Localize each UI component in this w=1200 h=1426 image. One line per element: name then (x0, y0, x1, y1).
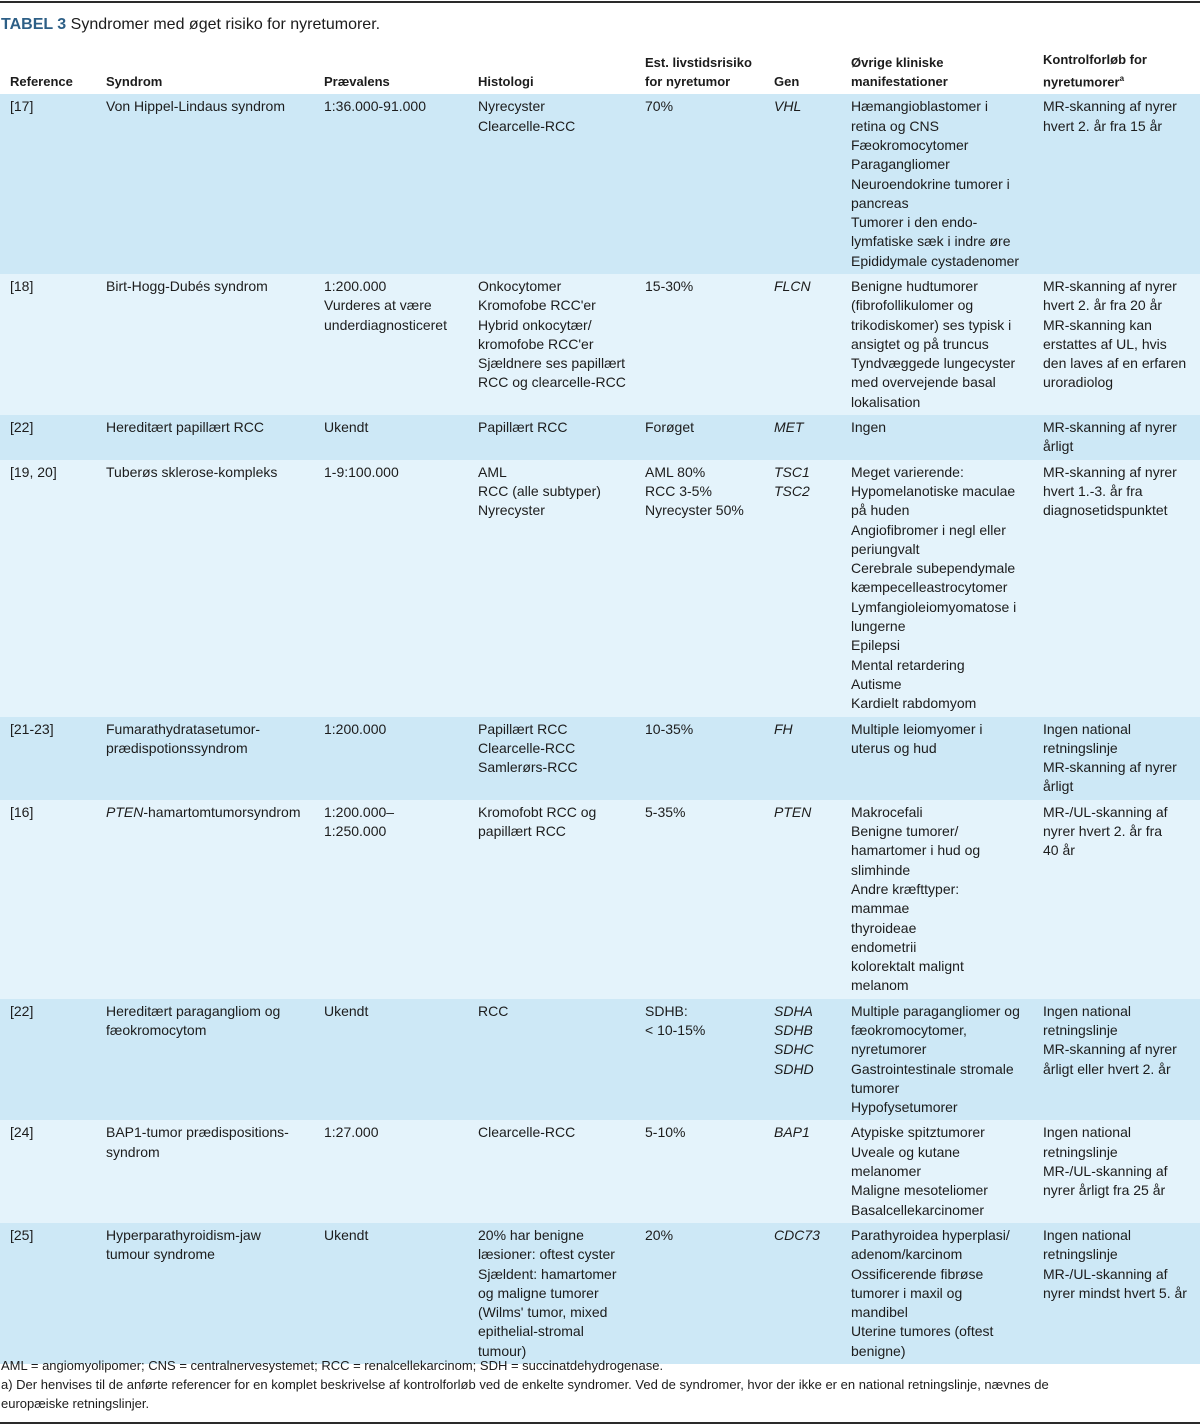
cell-reference: [17] (0, 94, 96, 274)
cell-followup-line: MR-/UL-skanning af (1043, 1265, 1168, 1282)
cell-prevalence-line: Vurderes at være (324, 297, 432, 314)
cell-manifestations-line: fæokromocytomer, (851, 1021, 967, 1038)
cell-risk-line: Nyrecyster 50% (645, 502, 744, 519)
cell-manifestations-line: Maligne mesoteliomer (851, 1182, 988, 1199)
cell-followup (1033, 274, 1200, 415)
cell-syndrome (96, 94, 314, 274)
cell-risk-line: RCC 3-5% (645, 482, 712, 499)
cell-syndrome (96, 717, 314, 800)
cell-manifestations-line: tumorer i maxil og (851, 1284, 963, 1301)
cell-prevalence-line: 1:200.000 (324, 278, 387, 294)
cell-manifestations-line: uterus og hud (851, 739, 937, 756)
cell-risk (635, 94, 764, 274)
cell-syndrome-line: Von Hippel-Lindaus syndrom (106, 98, 285, 115)
cell-gene-line: SDHB (774, 1021, 813, 1038)
cell-histology (468, 415, 635, 460)
cell-prevalence (314, 415, 468, 460)
cell-histology (468, 800, 635, 999)
cell-gene (764, 415, 841, 460)
header-reference: Reference (10, 74, 73, 90)
cell-prevalence (314, 460, 468, 717)
cell-risk (635, 1223, 764, 1364)
cell-histology-line: Kromofobt RCC og (478, 803, 597, 820)
cell-manifestations-line: mandibel (851, 1304, 908, 1321)
cell-manifestations (841, 274, 1033, 415)
cell-followup-line: MR-skanning af nyrer (1043, 759, 1177, 776)
cell-followup-line: nyrer årligt fra 25 år (1043, 1182, 1166, 1199)
cell-syndrome-line: syndrom (106, 1143, 160, 1160)
footnotes (1, 1356, 1191, 1413)
cell-histology-line: Clearcelle-RCC (478, 739, 576, 756)
table-row (0, 94, 1200, 274)
footnote-marker: a (1119, 74, 1125, 83)
cell-histology-line: epithelial-stromal (478, 1323, 584, 1340)
cell-histology (468, 94, 635, 274)
cell-manifestations-line: Cerebrale subependymale (851, 560, 1016, 577)
cell-syndrome-line: Fumarathydratasetumor- (106, 720, 261, 737)
cell-risk-line: 15-30% (645, 278, 694, 294)
cell-risk (635, 800, 764, 999)
cell-manifestations-line: periungvalt (851, 540, 920, 557)
table-row (0, 1120, 1200, 1222)
cell-manifestations-line: Epididymale cystadenomer (851, 252, 1020, 269)
cell-manifestations-line: Mental retardering (851, 656, 965, 673)
cell-prevalence (314, 94, 468, 274)
header-histology: Histologi (478, 74, 534, 90)
cell-followup-line: årligt eller hvert 2. år (1043, 1060, 1171, 1077)
footnote-a-continued: europæiske retningslinjer. (1, 1396, 150, 1411)
table-row (0, 800, 1200, 999)
cell-prevalence-line: 1:36.000-91.000 (324, 98, 426, 115)
cell-gene (764, 460, 841, 717)
cell-risk-line: 10-35% (645, 720, 694, 737)
cell-manifestations-line: Hypomelanotiske maculae (851, 482, 1016, 499)
bottom-rule (0, 1422, 1200, 1424)
cell-followup-line: retningslinje (1043, 1021, 1118, 1038)
cell-reference: [24] (0, 1120, 96, 1222)
cell-gene (764, 999, 841, 1121)
cell-syndrome-line: Hereditært papillært RCC (106, 419, 264, 436)
cell-prevalence (314, 717, 468, 800)
cell-gene-line: VHL (774, 98, 802, 115)
cell-manifestations-line: med overvejende basal (851, 374, 996, 391)
cell-followup-line: hvert 1.-3. år fra (1043, 482, 1143, 499)
cell-followup (1033, 800, 1200, 999)
cell-manifestations-line: på huden (851, 502, 910, 519)
cell-histology (468, 1223, 635, 1364)
cell-manifestations-line: lungerne (851, 618, 906, 635)
header-followup (1033, 50, 1200, 94)
cell-gene-line: BAP1 (774, 1124, 810, 1141)
cell-followup-line: diagnosetidspunktet (1043, 502, 1168, 519)
cell-risk-line: 20% (645, 1226, 674, 1243)
cell-reference: [25] (0, 1223, 96, 1364)
cell-followup-line: MR-skanning af nyrer (1043, 1041, 1177, 1058)
cell-manifestations-line: Multiple leiomyomer i (851, 720, 983, 737)
cell-followup-line: den laves af en erfaren (1043, 355, 1187, 372)
cell-manifestations (841, 1120, 1033, 1222)
cell-histology-line: læsioner: oftest cyster (478, 1246, 615, 1263)
cell-manifestations-line: Atypiske spitztumorer (851, 1124, 985, 1141)
cell-reference: [21-23] (0, 717, 96, 800)
cell-manifestations-line: Tumorer i den endo- (851, 214, 978, 231)
cell-manifestations-line: Multiple paragangliomer og (851, 1002, 1020, 1019)
cell-histology-line: kromofobe RCC'er (478, 335, 594, 352)
header-risk-line: for nyretumor (645, 74, 731, 90)
cell-followup-line: årligt (1043, 778, 1074, 795)
cell-manifestations-line: Lymfangioleiomyomatose i (851, 598, 1017, 615)
cell-risk-line: 70% (645, 98, 674, 115)
cell-syndrome (96, 1120, 314, 1222)
cell-followup (1033, 999, 1200, 1121)
cell-manifestations (841, 717, 1033, 800)
cell-manifestations-line: Hypofysetumorer (851, 1099, 958, 1116)
header-manifestations-line: Øvrige kliniske (851, 55, 944, 71)
table-title: Syndromer med øget risiko for nyretumorer. (70, 16, 381, 33)
header-followup-line (1043, 69, 1196, 91)
cell-manifestations-line: Parathyroidea hyperplasi/ (851, 1226, 1010, 1243)
cell-syndrome (96, 800, 314, 999)
cell-prevalence-line: underdiagnosticeret (324, 316, 447, 333)
cell-followup-line: nyrer mindst hvert 5. år (1043, 1284, 1187, 1301)
cell-followup-line: Ingen national (1043, 1124, 1131, 1141)
cell-prevalence-line: Ukendt (324, 419, 369, 436)
cell-manifestations (841, 460, 1033, 717)
cell-syndrome (96, 460, 314, 717)
cell-histology-line: Onkocytomer (478, 278, 562, 294)
cell-gene (764, 1223, 841, 1364)
footnote-a: a) Der henvises til de anførte referencer for en komplet beskrivelse af kontrolforløb ved de enkelte syndromer. Ved de syndromer, hvor der ikke er en national retningslinje, nævnes de (1, 1377, 1049, 1392)
cell-histology-line: Nyrecyster (478, 502, 545, 519)
cell-histology-line: papillært RCC (478, 823, 566, 840)
cell-followup-line: retningslinje (1043, 1143, 1118, 1160)
cell-histology (468, 460, 635, 717)
cell-histology-line: 20% har benigne (478, 1226, 584, 1243)
cell-prevalence-line: 1-9:100.000 (324, 463, 399, 480)
cell-followup-line: MR-skanning af nyrer (1043, 463, 1177, 480)
cell-risk (635, 1120, 764, 1222)
cell-manifestations-line: thyroideae (851, 919, 917, 936)
cell-manifestations-line: Benigne hudtumorer (851, 278, 978, 294)
cell-followup-line: nyrer hvert 2. år fra (1043, 823, 1163, 840)
cell-histology-line: Kromofobe RCC'er (478, 297, 596, 314)
cell-prevalence (314, 800, 468, 999)
cell-gene (764, 274, 841, 415)
cell-syndrome-line: tumour syndrome (106, 1246, 215, 1263)
cell-manifestations-line: lokalisation (851, 393, 921, 410)
cell-manifestations-line: melanom (851, 977, 909, 994)
cell-manifestations (841, 999, 1033, 1121)
cell-syndrome-line: Hyperparathyroidism-jaw (106, 1226, 261, 1243)
cell-followup-line: MR-skanning af nyrer (1043, 98, 1177, 115)
cell-followup-line: hvert 2. år fra 15 år (1043, 117, 1163, 134)
table-row (0, 460, 1200, 717)
cell-prevalence-line: Ukendt (324, 1226, 369, 1243)
table-row (0, 999, 1200, 1121)
cell-gene-line: TSC1 (774, 463, 810, 480)
cell-followup-line: uroradiolog (1043, 374, 1114, 391)
cell-manifestations-line: Angiofibromer i negl eller (851, 521, 1006, 538)
cell-histology-line: Sjældent: hamartomer (478, 1265, 617, 1282)
cell-prevalence (314, 999, 468, 1121)
cell-followup-line: Ingen national (1043, 1002, 1131, 1019)
cell-followup (1033, 717, 1200, 800)
table-row (0, 717, 1200, 800)
cell-manifestations-line: Gastrointestinale stromale (851, 1060, 1014, 1077)
cell-gene-line: FH (774, 720, 793, 737)
table-caption (1, 15, 380, 35)
header-manifestations-line: manifestationer (851, 74, 948, 90)
syndrome-table (0, 50, 1200, 1364)
cell-syndrome (96, 999, 314, 1121)
header-manifestations (841, 50, 1033, 94)
cell-manifestations-line: Paragangliomer (851, 156, 950, 173)
cell-followup-line: Ingen national (1043, 720, 1131, 737)
header-risk (635, 50, 764, 94)
cell-manifestations-line: Uterine tumores (oftest (851, 1323, 994, 1340)
cell-prevalence-line: Ukendt (324, 1002, 369, 1019)
cell-histology-line: AML (478, 463, 507, 480)
cell-histology (468, 274, 635, 415)
cell-gene-line: CDC73 (774, 1226, 820, 1243)
cell-followup-line: retningslinje (1043, 1246, 1118, 1263)
cell-gene (764, 800, 841, 999)
cell-reference: [19, 20] (0, 460, 96, 717)
cell-manifestations (841, 415, 1033, 460)
cell-risk-line: 5-10% (645, 1124, 686, 1141)
cell-followup-line: hvert 2. år fra 20 år (1043, 297, 1163, 314)
cell-manifestations-line: (fibrofollikulomer og (851, 297, 974, 314)
cell-gene (764, 1120, 841, 1222)
cell-manifestations-line: Andre kræfttyper: (851, 880, 960, 897)
cell-risk-line: SDHB: (645, 1002, 688, 1019)
cell-followup-line: 40 år (1043, 842, 1075, 859)
cell-manifestations-line: benigne) (851, 1342, 906, 1359)
cell-manifestations (841, 800, 1033, 999)
cell-manifestations-line: nyretumorer (851, 1041, 927, 1058)
cell-syndrome (96, 415, 314, 460)
cell-histology-line: (Wilms' tumor, mixed (478, 1304, 608, 1321)
cell-prevalence (314, 1223, 468, 1364)
cell-histology-line: Sjældnere ses papillært (478, 355, 626, 372)
cell-prevalence (314, 1120, 468, 1222)
table-row (0, 274, 1200, 415)
cell-manifestations-line: pancreas (851, 194, 909, 211)
header-followup-line: Kontrolforløb for (1043, 52, 1147, 67)
cell-followup-line: erstattes af UL, hvis (1043, 335, 1167, 352)
cell-reference: [22] (0, 415, 96, 460)
cell-manifestations-line: Uveale og kutane (851, 1143, 960, 1160)
cell-manifestations-line: Makrocefali (851, 803, 923, 820)
cell-manifestations-line: trikodiskomer) ses typisk i (851, 316, 1012, 333)
cell-followup-line: MR-/UL-skanning af (1043, 1163, 1168, 1180)
cell-risk (635, 999, 764, 1121)
cell-gene (764, 717, 841, 800)
cell-followup (1033, 94, 1200, 274)
cell-risk-line: Forøget (645, 419, 695, 436)
table-row (0, 1223, 1200, 1364)
cell-manifestations-line: Benigne tumorer/ (851, 823, 959, 840)
cell-manifestations-line: Ingen (851, 419, 887, 436)
header-followup-text: nyretumorer (1043, 74, 1120, 90)
cell-syndrome-line: prædispotionssyndrom (106, 739, 248, 756)
table-row (0, 415, 1200, 460)
cell-manifestations-line: kæmpecelleastrocytomer (851, 579, 1008, 596)
cell-manifestations-line: Epilepsi (851, 637, 901, 654)
cell-manifestations-line: mammae (851, 900, 910, 917)
cell-risk (635, 717, 764, 800)
cell-followup-line: MR-/UL-skanning af (1043, 803, 1168, 820)
cell-manifestations-line: adenom/karcinom (851, 1246, 963, 1263)
cell-manifestations-line: Basalcellekarcinomer (851, 1201, 985, 1218)
cell-followup-line: Ingen national (1043, 1226, 1131, 1243)
cell-histology-line: RCC (478, 1002, 509, 1019)
cell-manifestations-line: melanomer (851, 1163, 922, 1180)
cell-gene-line: TSC2 (774, 482, 810, 499)
cell-syndrome (96, 1223, 314, 1364)
cell-followup-line: MR-skanning kan (1043, 316, 1152, 333)
cell-risk-line: < 10-15% (645, 1021, 706, 1038)
cell-prevalence-line: 1:27.000 (324, 1124, 379, 1141)
cell-manifestations-line: Kardielt rabdomyom (851, 695, 977, 712)
cell-syndrome-line: Hereditært paragangliom og (106, 1002, 281, 1019)
cell-risk (635, 460, 764, 717)
cell-followup-line: retningslinje (1043, 739, 1118, 756)
cell-histology-line: Samlerørs-RCC (478, 759, 578, 776)
cell-gene-line: MET (774, 419, 804, 436)
cell-prevalence-line: 1:200.000 (324, 720, 387, 737)
cell-prevalence-line: 1:250.000 (324, 823, 387, 840)
cell-manifestations-line: ansigtet og på truncus (851, 335, 989, 352)
cell-syndrome-line: fæokromocytom (106, 1021, 207, 1038)
cell-gene-line: SDHA (774, 1002, 813, 1019)
cell-histology-line: og maligne tumorer (478, 1284, 599, 1301)
cell-manifestations-line: Meget varierende: (851, 463, 964, 480)
cell-risk-line: AML 80% (645, 463, 706, 480)
cell-gene-line: SDHD (774, 1060, 814, 1077)
top-rule (0, 1, 1200, 3)
cell-syndrome-line: BAP1-tumor prædispositions- (106, 1124, 289, 1141)
cell-manifestations-line: Fæokromocytomer (851, 136, 969, 153)
cell-reference: [16] (0, 800, 96, 999)
cell-manifestations-line: endometrii (851, 938, 917, 955)
cell-manifestations-line: slimhinde (851, 861, 911, 878)
cell-histology-line: Papillært RCC (478, 720, 568, 737)
cell-manifestations (841, 1223, 1033, 1364)
cell-manifestations-line: Ossificerende fibrøse (851, 1265, 984, 1282)
cell-histology-line: RCC (alle subtyper) (478, 482, 601, 499)
cell-manifestations (841, 94, 1033, 274)
cell-syndrome-line (106, 803, 310, 822)
cell-histology (468, 717, 635, 800)
cell-followup-line: MR-skanning af nyrer (1043, 419, 1177, 436)
cell-reference: [18] (0, 274, 96, 415)
cell-histology-line: Hybrid onkocytær/ (478, 316, 592, 333)
cell-gene-line: PTEN (774, 803, 812, 820)
syndrome-name-rest: -hamartomtumorsyndrom (143, 803, 301, 820)
header-gene: Gen (774, 74, 800, 90)
cell-manifestations-line: retina og CNS (851, 117, 939, 134)
syndrome-gene-name: PTEN (106, 803, 144, 820)
cell-followup-line: MR-skanning af nyrer (1043, 278, 1177, 294)
cell-followup (1033, 460, 1200, 717)
header-syndrome: Syndrom (106, 74, 163, 90)
table-label: TABEL 3 (1, 16, 67, 33)
cell-syndrome (96, 274, 314, 415)
cell-manifestations-line: kolorektalt malignt (851, 958, 964, 975)
cell-manifestations-line: Hæmangioblastomer i (851, 98, 988, 115)
cell-gene (764, 94, 841, 274)
cell-reference: [22] (0, 999, 96, 1121)
cell-gene-line: SDHC (774, 1041, 814, 1058)
cell-risk-line: 5-35% (645, 803, 686, 820)
cell-manifestations-line: hamartomer i hud og (851, 842, 981, 859)
cell-followup (1033, 415, 1200, 460)
cell-followup (1033, 1120, 1200, 1222)
footnote-abbreviations: AML = angiomyolipomer; CNS = centralnervesystemet; RCC = renalcellekarcinom; SDH = succinatdehydrogenase. (1, 1358, 664, 1373)
cell-manifestations-line: Tyndvæggede lungecyster (851, 355, 1016, 372)
cell-manifestations-line: tumorer (851, 1079, 900, 1096)
cell-histology-line: RCC og clearcelle-RCC (478, 374, 626, 391)
cell-histology-line: Nyrecyster (478, 98, 545, 115)
cell-syndrome-line: Birt-Hogg-Dubés syndrom (106, 278, 268, 294)
cell-risk (635, 274, 764, 415)
header-row (0, 50, 1200, 94)
cell-histology-line: Papillært RCC (478, 419, 568, 436)
header-risk-line: Est. livstidsrisiko (645, 55, 752, 71)
cell-followup-line: årligt (1043, 438, 1074, 455)
cell-histology-line: Clearcelle-RCC (478, 117, 576, 134)
cell-risk (635, 415, 764, 460)
cell-prevalence (314, 274, 468, 415)
cell-prevalence-line: 1:200.000– (324, 803, 395, 820)
cell-histology-line: tumour) (478, 1342, 527, 1359)
cell-histology-line: Clearcelle-RCC (478, 1124, 576, 1141)
table-body (0, 94, 1200, 1364)
cell-manifestations-line: Neuroendokrine tumorer i (851, 175, 1010, 192)
cell-manifestations-line: Autisme (851, 675, 902, 692)
cell-syndrome-line: Tuberøs sklerose-kompleks (106, 463, 278, 480)
header-prevalence: Prævalens (324, 74, 390, 90)
cell-followup (1033, 1223, 1200, 1364)
cell-gene-line: FLCN (774, 278, 811, 294)
cell-histology (468, 999, 635, 1121)
cell-histology (468, 1120, 635, 1222)
cell-manifestations-line: lymfatiske sæk i indre øre (851, 233, 1011, 250)
